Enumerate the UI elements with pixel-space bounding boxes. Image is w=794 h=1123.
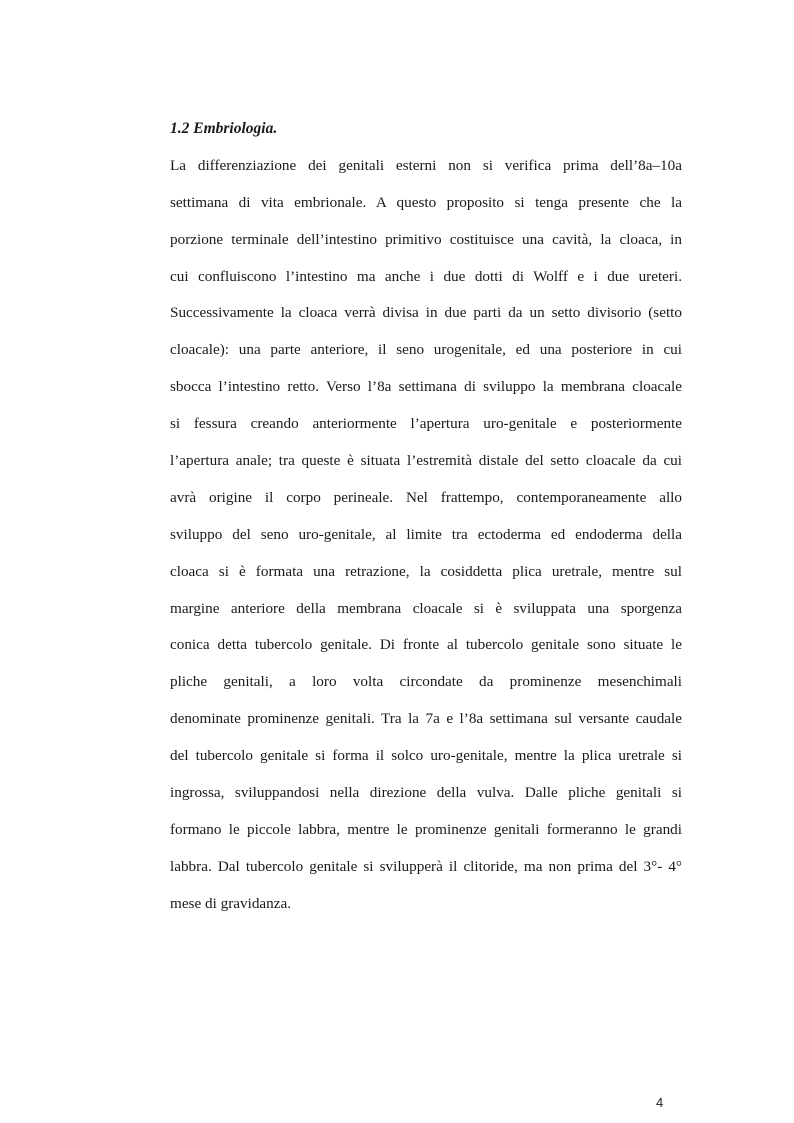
paragraph-line: sbocca l’intestino retto. Verso l’8a settimana di sviluppo la membrana cloacale: [170, 378, 682, 396]
section-content: [170, 111, 682, 923]
paragraph-line: margine anteriore della membrana cloacale si è sviluppata una sporgenza: [170, 599, 682, 617]
paragraph-line: avrà origine il corpo perineale. Nel frattempo, contemporaneamente allo: [170, 488, 682, 506]
paragraph-line: settimana di vita embrionale. A questo proposito si tenga presente che la: [170, 193, 682, 211]
paragraph-line: del tubercolo genitale si forma il solco uro-genitale, mentre la plica uretrale si: [170, 747, 682, 765]
page-number: 4: [656, 1095, 664, 1110]
paragraph-line: pliche genitali, a loro volta circondate da prominenze mesenchimali: [170, 673, 682, 691]
paragraph-line: conica detta tubercolo genitale. Di fronte al tubercolo genitale sono situate le: [170, 636, 682, 654]
paragraph-line: cloaca si è formata una retrazione, la cosiddetta plica uretrale, mentre sul: [170, 562, 682, 580]
section-heading: 1.2 Embriologia.: [170, 120, 278, 137]
paragraph-line: labbra. Dal tubercolo genitale si svilupperà il clitoride, ma non prima del 3°- 4°: [170, 857, 682, 875]
paragraph-line: porzione terminale dell’intestino primitivo costituisce una cavità, la cloaca, in: [170, 230, 682, 248]
paragraph-line: ingrossa, sviluppandosi nella direzione della vulva. Dalle pliche genitali si: [170, 784, 682, 802]
paragraph-line: denominate prominenze genitali. Tra la 7a e l’8a settimana sul versante caudale: [170, 710, 682, 728]
paragraph-line: Successivamente la cloaca verrà divisa in due parti da un setto divisorio (setto: [170, 304, 682, 322]
paragraph-line: La differenziazione dei genitali esterni non si verifica prima dell’8a–10a: [170, 156, 682, 174]
paragraph-line: cloacale): una parte anteriore, il seno urogenitale, ed una posteriore in cui: [170, 341, 682, 359]
body-paragraph: [170, 148, 682, 923]
paragraph-line: mese di gravidanza.: [170, 894, 292, 912]
paragraph-line: cui confluiscono l’intestino ma anche i due dotti di Wolff e i due ureteri.: [170, 267, 682, 285]
paragraph-line: l’apertura anale; tra queste è situata l’estremità distale del setto cloacale da cui: [170, 452, 682, 470]
paragraph-line: sviluppo del seno uro-genitale, al limite tra ectoderma ed endoderma della: [170, 525, 682, 543]
paragraph-line: si fessura creando anteriormente l’apertura uro-genitale e posteriormente: [170, 415, 682, 433]
paragraph-line: formano le piccole labbra, mentre le prominenze genitali formeranno le grandi: [170, 820, 682, 838]
